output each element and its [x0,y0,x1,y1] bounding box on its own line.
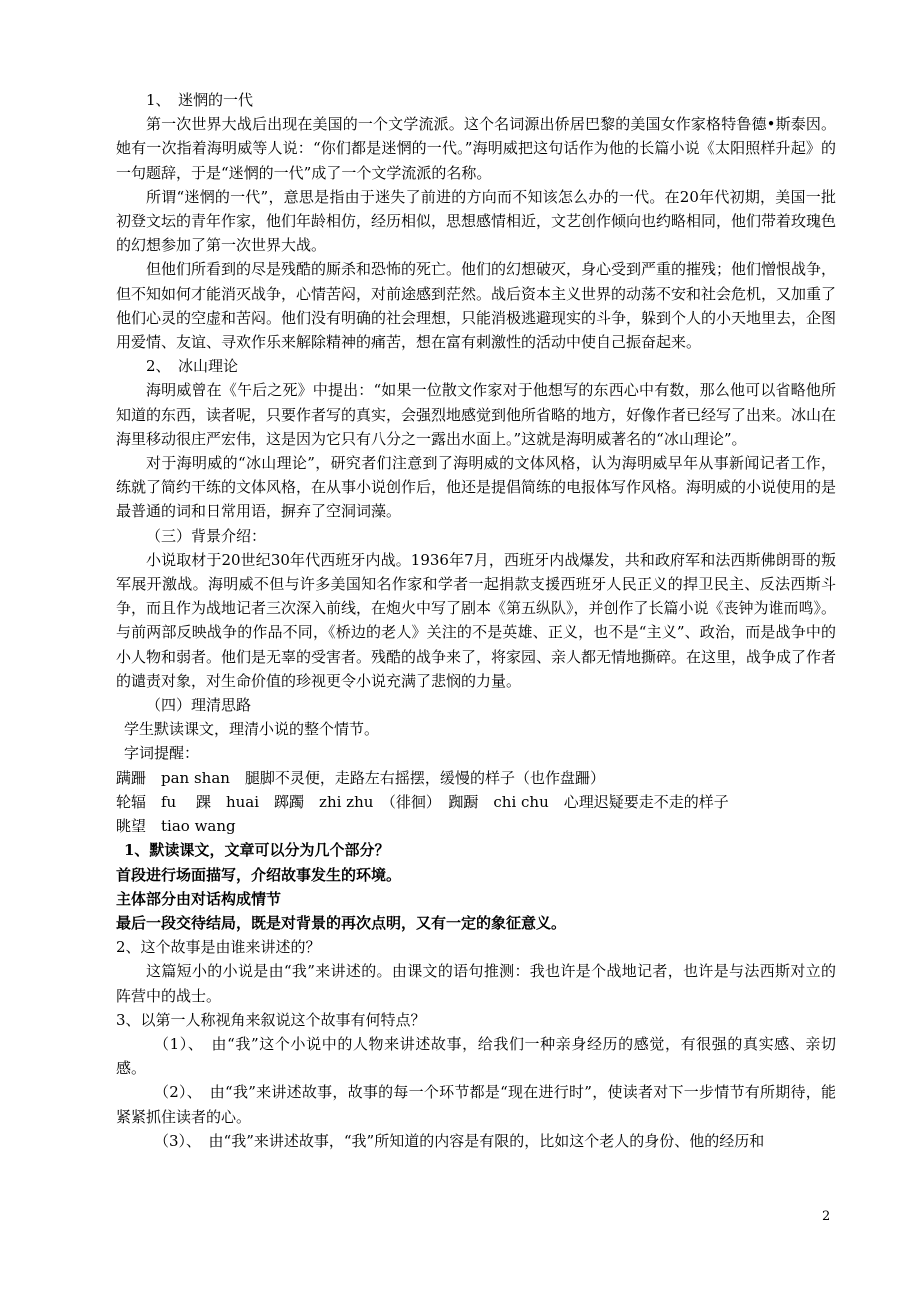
answer-line: 最后一段交待结局，既是对背景的再次点明，又有一定的象征意义。 [116,913,567,932]
section-heading-thinking: （四）理清思路 [146,696,252,715]
section-heading-background: （三）背景介绍： [146,526,267,545]
paragraph: 这篇短小的小说是由“我”来讲述的。由课文的语句推测：我也许是个战地记者，也许是与法西斯对立的阵营中的战士。 [116,962,836,1005]
paragraph: 海明威曾在《午后之死》中提出：“如果一位散文作家对于他想写的东西心中有数，那么他可以省略他所知道的东西，读者呢，只要作者写的真实，会强烈地感觉到他所省略的地方，好像作者已经写了出来。冰山在海里移动很庄严宏伟，这是因为它只有八分之一露出水面上。”这就是海明威著名的“冰山理论”。 [116,381,837,448]
question-3: 3、以第一人称视角来叙说这个故事有何特点？ [116,1010,426,1029]
vocab-item: 眺望 tiao wang [116,817,236,836]
section-heading-iceberg-theory: 2、 冰山理论 [146,357,239,376]
point-item: （2）、 由“我”来讲述故事，故事的每一个环节都是“现在进行时”，使读者对下一步情节有所期待，能紧紧抓住读者的心。 [116,1083,836,1126]
answer-line: 主体部分由对话构成情节 [116,889,282,908]
paragraph: 对于海明威的“冰山理论”，研究者们注意到了海明威的文体风格，认为海明威早年从事新闻记者工作，练就了简约干练的文体风格，在从事小说创作后，他还是提倡简练的电报体写作风格。海明威的小说使用的是最普通的词和日常用语，摒弃了空洞词藻。 [116,454,837,521]
document-page [116,88,836,1153]
question-2: 2、这个故事是由谁来讲述的？ [116,938,321,957]
point-item: （3）、 由“我”来讲述故事，“我”所知道的内容是有限的，比如这个老人的身份、他的经历和 [154,1131,765,1150]
paragraph: 但他们所看到的尽是残酷的厮杀和恐怖的死亡。他们的幻想破灭，身心受到严重的摧残；他们憎恨战争，但不知如何才能消灭战争，心情苦闷，对前途感到茫然。战后资本主义世界的动荡不安和社会危机，又加重了他们心灵的空虚和苦闷。他们没有明确的社会理想，只能消极逃避现实的斗争，躲到个人的小天地里去，企图用爱情、友谊、寻欢作乐来解除精神的痛苦，想在富有刺激性的活动中使自己振奋起来。 [116,260,837,352]
vocab-item: 蹒跚 pan shan 腿脚不灵便，走路左右摇摆，缓慢的样子（也作盘跚） [116,768,605,787]
paragraph: 学生默读课文，理清小说的整个情节。 [124,720,380,739]
vocab-item: 轮辐 fu 踝 huai 踯躅 zhi zhu （徘徊） 踟蹰 chi chu 心理迟疑要走不走的样子 [116,792,729,811]
paragraph: 第一次世界大战后出现在美国的一个文学流派。这个名词源出侨居巴黎的美国女作家格特鲁德•斯泰因。她有一次指着海明威等人说：“你们都是迷惘的一代。”海明威把这句话作为他的长篇小说《太阳照样升起》的一句题辞，于是“迷惘的一代”成了一个文学流派的名称。 [116,115,836,182]
paragraph: 小说取材于20世纪30年代西班牙内战。1936年7月，西班牙内战爆发，共和政府军和法西斯佛朗哥的叛军展开激战。海明威不但与许多美国知名作家和学者一起捐款支援西班牙人民正义的捍卫民主、反法西斯斗争，而且作为战地记者三次深入前线，在炮火中写了剧本《第五纵队》，并创作了长篇小说《丧钟为谁而鸣》。与前两部反映战争的作品不同，《桥边的老人》关注的不是英雄、正义，也不是“主义”、政治，而是战争中的小人物和弱者。他们是无辜的受害者。残酷的战争来了，将家园、亲人都无情地撕碎。在这里，战争成了作者的谴责对象，对生命价值的珍视更令小说充满了悲悯的力量。 [116,550,837,690]
vocab-title: 字词提醒： [124,744,200,763]
section-heading-lost-generation: 1、 迷惘的一代 [146,91,254,109]
point-item: （1）、 由“我”这个小说中的人物来讲述故事，给我们一种亲身经历的感觉，有很强的真实感、亲切感。 [116,1034,836,1078]
question-1: 1、默读课文，文章可以分为几个部分？ [124,841,390,860]
page-number: 2 [822,1209,831,1224]
paragraph: 所谓“迷惘的一代”，意思是指由于迷失了前进的方向而不知该怎么办的一代。在20年代初期，美国一批初登文坛的青年作家，他们年龄相仿，经历相似，思想感情相近，文艺创作倾向也约略相同，他们带着玫瑰色的幻想参加了第一次世界大战。 [116,187,837,255]
answer-line: 首段进行场面描写，介绍故事发生的环境。 [116,865,402,884]
